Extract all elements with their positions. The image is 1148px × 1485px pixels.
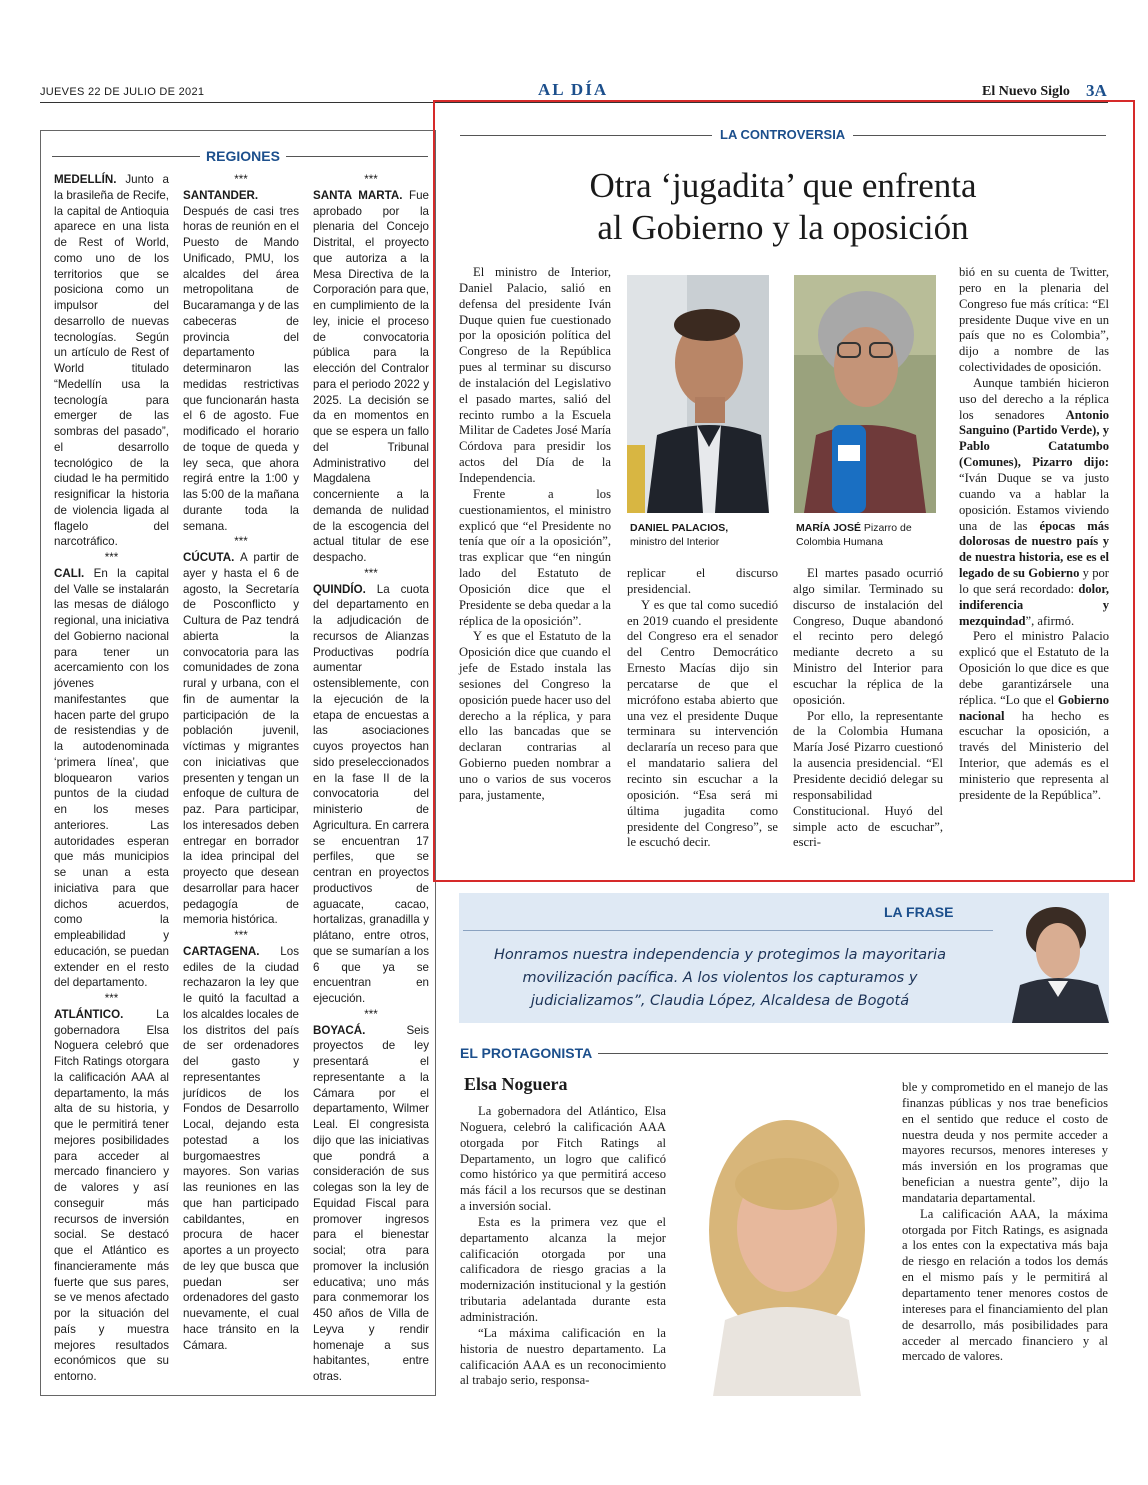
portrait-woman-image: [794, 275, 936, 513]
headline: [460, 165, 1106, 249]
paragraph: bió en su cuenta de Twitter, pero en la plenaria del Congreso fue más crítica: “El presidente Duque vive en un país que no es Colombia”, dijo a nombre de las colectividades de oposición.: [959, 265, 1109, 375]
paragraph: Por ello, la representante de la Colombia Humana María José Pizarro cuestionó la ausencia presidencial. “El Presidente decidió delegar su responsabilidad Constitucional. Huyó del simple acto de escuchar”, escri-: [793, 708, 943, 850]
separator: ***: [234, 173, 248, 186]
news-item-cali: CALI. En la capital del Valle se instalarán las mesas de diálogo regional, una iniciativa del Gobierno nacional para tener un acercamiento con los jóvenes manifestantes que hacen parte del grupo de resistendias y de la autodenominada ‘primera línea’, que bloquearon varios puntos de la ciudad en los meses anteriores. Las autoridades esperan que más municipios se unan a esta iniciativa para que dichos acuerdos, como la empleabilidad y educación, se puedan extender en el resto del departamento.: [54, 566, 169, 990]
news-item-cucuta: CÚCUTA. A partir de ayer y hasta el 6 de agosto, la Secretaría de Posconflicto y Cultura de Paz tendrá abierta la convocatoria para las comunidades de zona rural y urbana, con el fin de aumentar la participación de la población juvenil, víctimas y migrantes con iniciativas que presenten y tengan un enfoque de cultura de paz. Para participar, los interesados deben entregar en borrador la idea principal del proyecto que desean desarrollar para hacer pedagogía de memoria histórica.: [183, 551, 299, 927]
portrait-man-image: [627, 275, 769, 513]
regiones-column-3: [313, 172, 429, 1385]
news-item-cartagena: CARTAGENA. Los ediles de la ciudad rechazaron la ley que le quitó la facultad a los alcaldes locales de los distritos del país de ser ordenadores del gasto y representantes jurídicos de los Fondos de Desarrollo Local, dejando esta potestad a los burgomaestres mayores. Son varias las reuniones en las que han participado cabildantes, en procura de hacer aportes a un proyecto de ley que busca que puedan ser ordenadores del gasto nuevamente, el cual hace tránsito en la Cámara.: [183, 944, 300, 1352]
separator: ***: [364, 1007, 378, 1021]
paragraph: Esta es la primera vez que el departamento alcanza la mejor calificación otorgada por una calificadora de riesgo gracias a la modernización institucional y la gestión tributaria adelantada durante esta administración.: [460, 1214, 666, 1324]
separator: ***: [104, 551, 119, 564]
separator: ***: [364, 173, 378, 186]
paragraph: La calificación AAA, la máxima otorgada por Fitch Ratings, es asignada a los entes con la expectativa más baja de riesgo en relación a todos los demás en el mismo país y le permitirá al departamento tener menores costos de intereses para el financiamiento del plan de desarrollo, más posibilidades para acceder al mercado financiero y al mercado de valores.: [902, 1206, 1108, 1364]
news-item-boyaca: BOYACÁ. Seis proyectos de ley presentará el representante a la Cámara por el departamento, Wilmer Leal. El congresista dijo que las iniciativas que pondrá a consideración de sus colegas son la ley de Equidad Fiscal para promover ingresos para el bienestar social; otra para promover la inclusión educativa; uno más para conmemorar los 450 años de Villa de Leyva y rendir homenaje a sus habitantes, entre otras.: [313, 1023, 429, 1383]
paragraph: Pero el ministro Palacio explicó que el Estatuto de la Oposición lo que dice es que debe garantizársele una réplica. “Lo que el Gobierno nacional ha hecho es escuchar la oposición, a través del Ministerio del Interior, que además es el ministerio que representa al presidente de la República”.: [959, 629, 1109, 802]
paragraph: Y es que tal como sucedió en 2019 cuando el presidente del Congreso era el senador del Centro Democrático Ernesto Macías dijo sin percatarse de que el micrófono estaba abierto que una vez el presidente Duque terminara su intervención declararía un receso para que el mandatario saliera del recinto sin escuchar a la oposición. “Esa será mi última jugadita como presidente del Congreso”, se le escuchó decir.: [627, 597, 778, 850]
caption-name: DANIEL PALACIOS,: [630, 522, 729, 534]
protagonista-column-2: [902, 1080, 1108, 1365]
news-item-quindio: QUINDÍO. La cuota del departamento en la adjudicación de recursos de Alianzas Productivas podría aumentar ostensiblemente, con la ejecución de la etapa de encuestas a las asociaciones cuyos proyectos han sido preseleccionados en la fase II de la convocatoria del ministerio de Agricultura. En carrera se encuentran 17 perfiles, que se centran en proyectos productivos de aguacate, cacao, hortalizas, granadilla y plátano, entre otros, que se sumarían a los 6 que ya se encuentran en ejecución.: [313, 582, 429, 1005]
section-title: AL DÍA: [538, 80, 609, 99]
protagonista-label: EL PROTAGONISTA: [460, 1045, 598, 1061]
paragraph: El ministro de Interior, Daniel Palacio, salió en defensa del presidente Iván Duque quien fue cuestionado por la oposición política del Congreso de la República pues al terminar su discurso de instalación del Legislativo el pasado martes, salió del recinto rumbo a la Escuela Militar de Cadetes José María Córdova para presidir los actos del Día de la Independencia.: [459, 265, 611, 485]
portrait-woman-image: [683, 1080, 891, 1396]
separator: ***: [234, 929, 248, 942]
caption-role: ministro del Interior: [630, 536, 720, 548]
regiones-column-2: [183, 172, 299, 1353]
paragraph: replicar el discurso presidencial.: [627, 566, 778, 596]
protagonista-column-1: [460, 1104, 666, 1389]
controversia-column-1: [459, 265, 611, 804]
caption-role: Pizarro de Colombia Humana: [796, 522, 912, 548]
controversia-column-2: [627, 566, 778, 851]
controversia-label: LA CONTROVERSIA: [712, 127, 853, 142]
controversia-column-3: [793, 566, 943, 851]
caption-pizarro: [796, 521, 936, 549]
paragraph: Aunque también hicieron uso del derecho a la réplica los senadores Antonio Sanguino (Partido Verde), y Pablo Catatumbo (Comunes), Pizarro dijo: “Iván Duque se va justo cuando va a hablar la oposición. Estamos viviendo una de las épocas más dolorosas de nuestro país y de nuestra historia, ese es el legado de su Gobierno y por lo que será recordado: dolor, indiferencia y mezquindad”, afirmó.: [959, 375, 1109, 628]
news-item-santander: SANTANDER. Después de casi tres horas de reunión en el Puesto de Mando Unificado, PMU, los alcaldes del área metropolitana de Bucaramanga y de las cabeceras de provincia del departamento determinaron las medidas restrictivas que funcionarán hasta el 6 de agosto. Fue modificado el horario de toque de queda y ley seca, que ahora regirá entre la 1:00 y las 5:00 de la mañana durante toda la semana.: [183, 188, 299, 533]
news-item-medellin: MEDELLÍN. Junto a la brasileña de Recife, la capital de Antioquia aparece en una lista de Rest of World, como uno de los territorios que se posiciona como un impulsor del desarrollo de nuevas tecnologías. Según un artículo de Rest of World titulado “Medellín usa la tecnología para emerger de las sombras del pasado”, el desarrollo tecnológico de la ciudad le ha permitido resignificar la historia de violencia ligada al flagelo del narcotráfico.: [54, 173, 169, 549]
news-item-atlantico: ATLÁNTICO. La gobernadora Elsa Noguera celebró que Fitch Ratings otorgara la calificación AAA al departamento, la más alta de su historia, y que le permitirá tener mejores posibilidades para acceder al mercado financiero y de valores y así conseguir más recursos de inversión social. Se destacó que el Atlántico es financieramente más fuerte que sus pares, se ve menos afectado por la situación del país y muestra mejores resultados económicos que su entorno.: [54, 1007, 169, 1383]
photo-claudia-lopez: [1006, 893, 1109, 1023]
paragraph: ble y comprometido en el manejo de las finanzas públicas y nos trae beneficios en el sentido que reduce el costo de nuestra deuda y nos permite acceder a mayores recursos, menores intereses y más inversión en los programas que benefician a nuestra gente”, dijo la mandataria departamental.: [902, 1080, 1108, 1205]
news-item-santa-marta: SANTA MARTA. Fue aprobado por la plenaria del Concejo Distrital, el proyecto que autoriza a la Mesa Directiva de la Corporación para que, en cumplimiento de la ley, inicie el proceso de convocatoria pública para la elección del Contralor para el periodo 2022 y 2025. La decisión se da en momentos en que se espera un fallo del Tribunal Administrativo del Magdalena concerniente a la demanda de nulidad de la escogencia del actual titular de ese despacho.: [313, 188, 429, 564]
photo-daniel-palacio: [627, 275, 769, 513]
photo-maria-jose-pizarro: [794, 275, 936, 513]
headline-line-1: Otra ‘jugadita’ que enfrenta: [589, 166, 977, 205]
frase-quote: Honramos nuestra independencia y protegimos la mayoritaria movilización pacífica. A los violentos los capturamos y judicializamos”, Claudia López, Alcaldesa de Bogotá: [493, 947, 947, 1009]
protagonista-name: Elsa Noguera: [464, 1074, 568, 1094]
caption-name: MARÍA JOSÉ: [796, 522, 861, 534]
photo-elsa-noguera: [683, 1080, 891, 1396]
paragraph: Y es que el Estatuto de la Oposición dice que cuando el jefe de Estado instala las sesiones del Congreso la oposición puede hacer uso del derecho a la réplica, y para ello las bancadas que se declaran contrarias al Gobierno pueden nombrar a uno o varios de sus voceros para, justamente,: [459, 629, 611, 802]
separator: ***: [104, 992, 119, 1005]
regiones-title: REGIONES: [200, 148, 286, 164]
paragraph: La gobernadora del Atlántico, Elsa Noguera, celebró la calificación AAA otorgada por Fitch Ratings al Departamento, un logro que calificó como histórico ya que permitirá acceso más fácil a los recursos que se destinan a inversión social.: [460, 1104, 666, 1214]
page-number: 3A: [1086, 81, 1107, 100]
newspaper-logo: El Nuevo Siglo: [982, 84, 1070, 99]
paragraph: “La máxima calificación en la historia de nuestro departamento. La calificación AAA es un reconocimiento al trabajo serio, responsa-: [460, 1325, 666, 1388]
portrait-woman-image: [1006, 893, 1109, 1023]
frase-rule: [463, 930, 993, 931]
controversia-column-4: [959, 265, 1109, 804]
separator: ***: [364, 566, 378, 580]
caption-palacio: [630, 521, 770, 549]
frase-label: LA FRASE: [884, 904, 954, 920]
paragraph: Frente a los cuestionamientos, el ministro explicó que “el Presidente no tenía que oír a la oposición”, tras explicar que “en ningún lado del Estatuto de Oposición dice que el Presidente se deba quedar a la réplica de la oposición”.: [459, 486, 611, 628]
regiones-column-1: [54, 172, 169, 1385]
paragraph: El martes pasado ocurrió algo similar. Terminado su discurso de instalación del Congreso, Duque abandonó el recinto pero delegó mediante decreto a su Ministro del Interior para escuchar la réplica de la oposición.: [793, 566, 943, 707]
headline-line-2: al Gobierno y la oposición: [597, 208, 969, 247]
separator: ***: [234, 535, 248, 549]
issue-date: JUEVES 22 DE JULIO DE 2021: [40, 86, 205, 98]
